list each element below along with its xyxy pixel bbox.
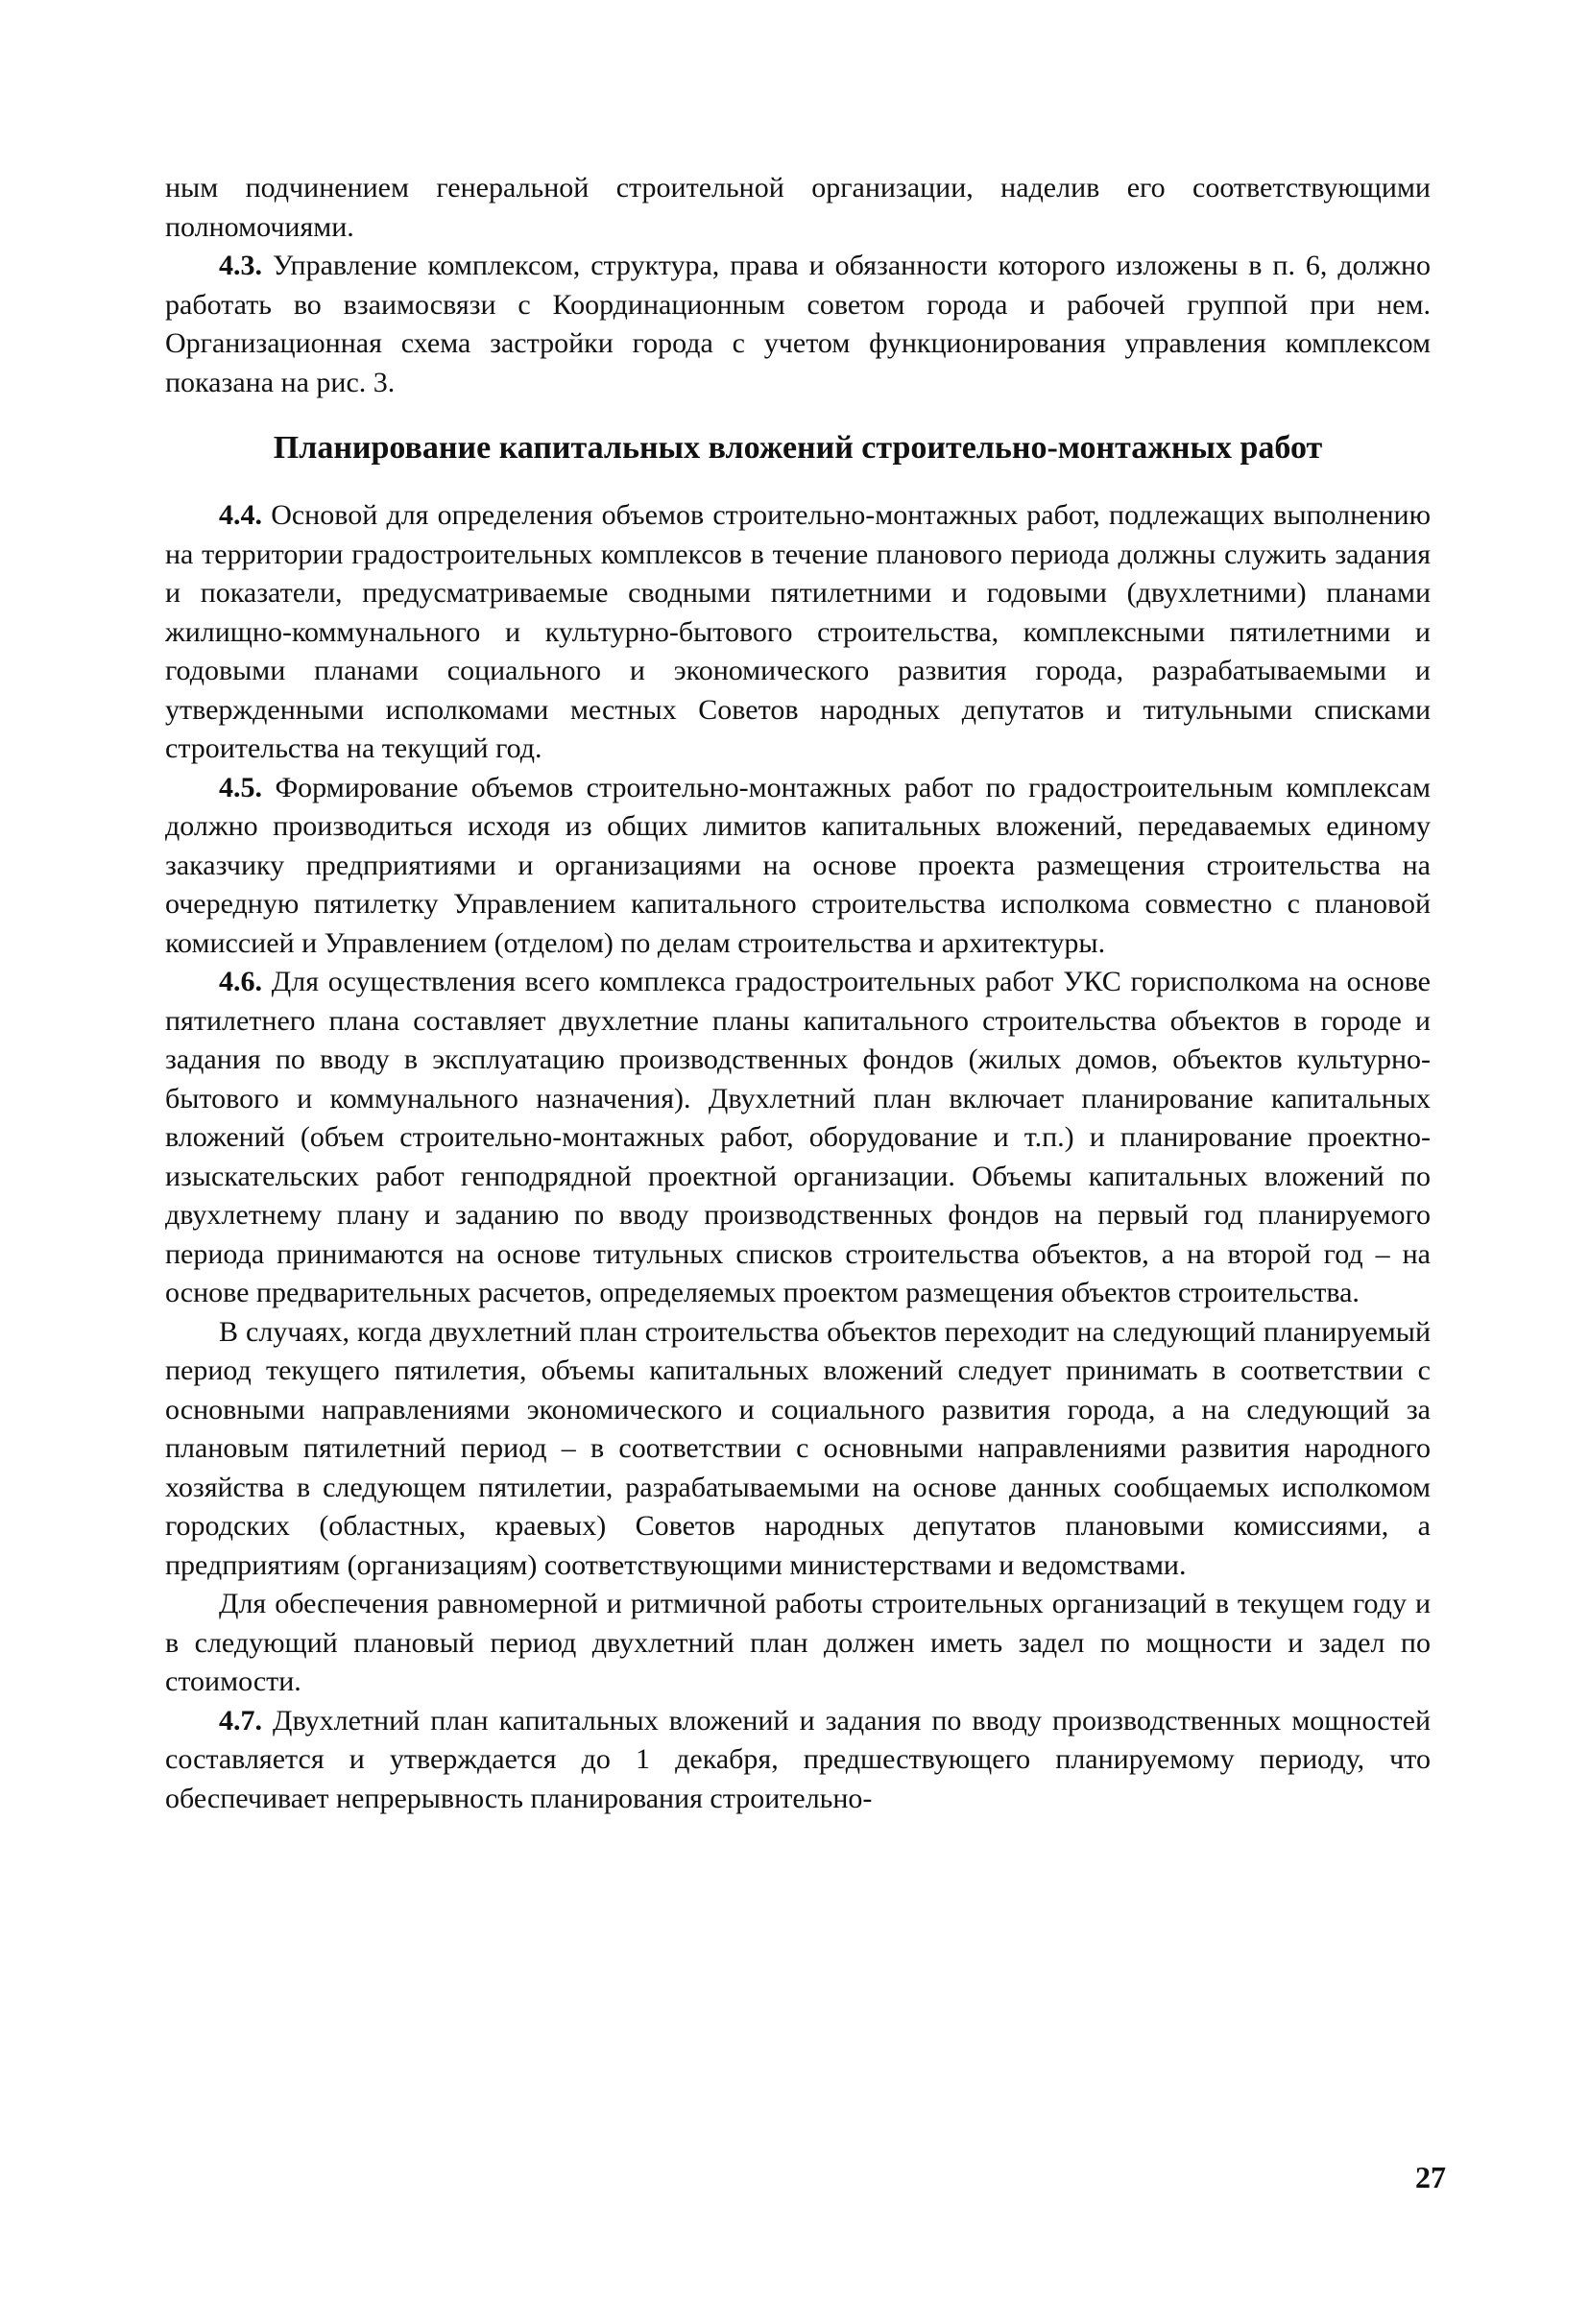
paragraph-4-4	[165, 496, 1431, 769]
paragraph-text: Двухлетний план капитальных вложений и задания по вводу производственных мощностей составляется и утверждается до 1 декабря, предшествующего планируемому периоду, что обеспечивает непрерывность планирования строительно-	[165, 1704, 1431, 1814]
paragraph-text: ным подчинением генеральной строительной организации, наделив его соответствующими полномочиями.	[165, 172, 1431, 243]
paragraph-4-3	[165, 247, 1431, 402]
paragraph-cases	[165, 1313, 1431, 1586]
paragraph-number: 4.7.	[219, 1704, 262, 1737]
paragraph-text: Основой для определения объемов строительно-монтажных работ, подлежащих выполнению на территории градостроительных комплексов в течение планового периода должны служить задания и показатели, предусматриваемые сводными пятилетними и годовыми (двухлетними) планами жилищно-коммунального и культурно-бытового строительства, комплексными пятилетними и годовыми планами социального и экономического развития города, разрабатываемыми и утвержденными исполкомами местных Советов народных депутатов и титульными списками строительства на текущий год.	[165, 499, 1431, 764]
section-heading: Планирование капитальных вложений строительно-монтажных работ	[273, 430, 1323, 466]
paragraph-4-5	[165, 769, 1431, 964]
paragraph-text: Формирование объемов строительно-монтажных работ по градостроительным комплексам должно производиться исходя из общих лимитов капитальных вложений, передаваемых единому заказчику предприятиями и организациями на основе проекта размещения строительства на очередную пятилетку Управлением капитального строительства исполкома совместно с плановой комиссией и Управлением (отделом) по делам строительства и архитектуры.	[165, 771, 1431, 959]
document-body	[165, 169, 1431, 1818]
paragraph-number: 4.5.	[219, 771, 262, 803]
paragraph-number: 4.6.	[219, 966, 262, 997]
paragraph-4-7	[165, 1702, 1431, 1819]
paragraph-text: Для обеспечения равномерной и ритмичной работы строительных организаций в текущем году и в следующий плановый период двухлетний план должен иметь задел по мощности и задел по стоимости.	[165, 1588, 1431, 1697]
paragraph-number: 4.4.	[219, 499, 262, 531]
paragraph-number: 4.3.	[219, 250, 262, 281]
paragraph-text: Управление комплексом, структура, права и обязанности которого изложены в п. 6, должно работать во взаимосвязи с Координационным советом города и рабочей группой при нем. Организационная схема застройки города с учетом функционирования управления комплексом показана на рис. 3.	[165, 250, 1431, 398]
page-number: 27	[1415, 2160, 1446, 2194]
paragraph-text: Для осуществления всего комплекса градостроительных работ УКС горисполкома на основе пятилетнего плана составляет двухлетние планы капитального строительства объектов в городе и задания по вводу в эксплуатацию производственных фондов (жилых домов, объектов культурно-бытового и коммунального назначения). Двухлетний план включает планирование капитальных вложений (объем строительно-монтажных работ, оборудование и т.п.) и планирование проектно-изыскательских работ генподрядной проектной организации. Объемы капитальных вложений по двухлетнему плану и заданию по вводу производственных фондов на первый год планируемого периода принимаются на основе титульных списков строительства объектов, а на второй год – на основе предварительных расчетов, определяемых проектом размещения объектов строительства.	[165, 966, 1431, 1308]
paragraph-4-6	[165, 963, 1431, 1313]
paragraph-continuation	[165, 169, 1431, 247]
paragraph-text: В случаях, когда двухлетний план строительства объектов переходит на следующий планируемый период текущего пятилетия, объемы капитальных вложений следует принимать в соответствии с основными направлениями экономического и социального развития города, а на следующий за плановым пятилетний период – в соответствии с основными направлениями развития народного хозяйства в следующем пятилетии, разрабатываемыми на основе данных сообщаемых исполкомом городских (областных, краевых) Советов народных депутатов плановыми комиссиями, а предприятиям (организациям) соответствующими министерствами и ведомствами.	[165, 1315, 1431, 1581]
paragraph-uniform-work	[165, 1585, 1431, 1702]
